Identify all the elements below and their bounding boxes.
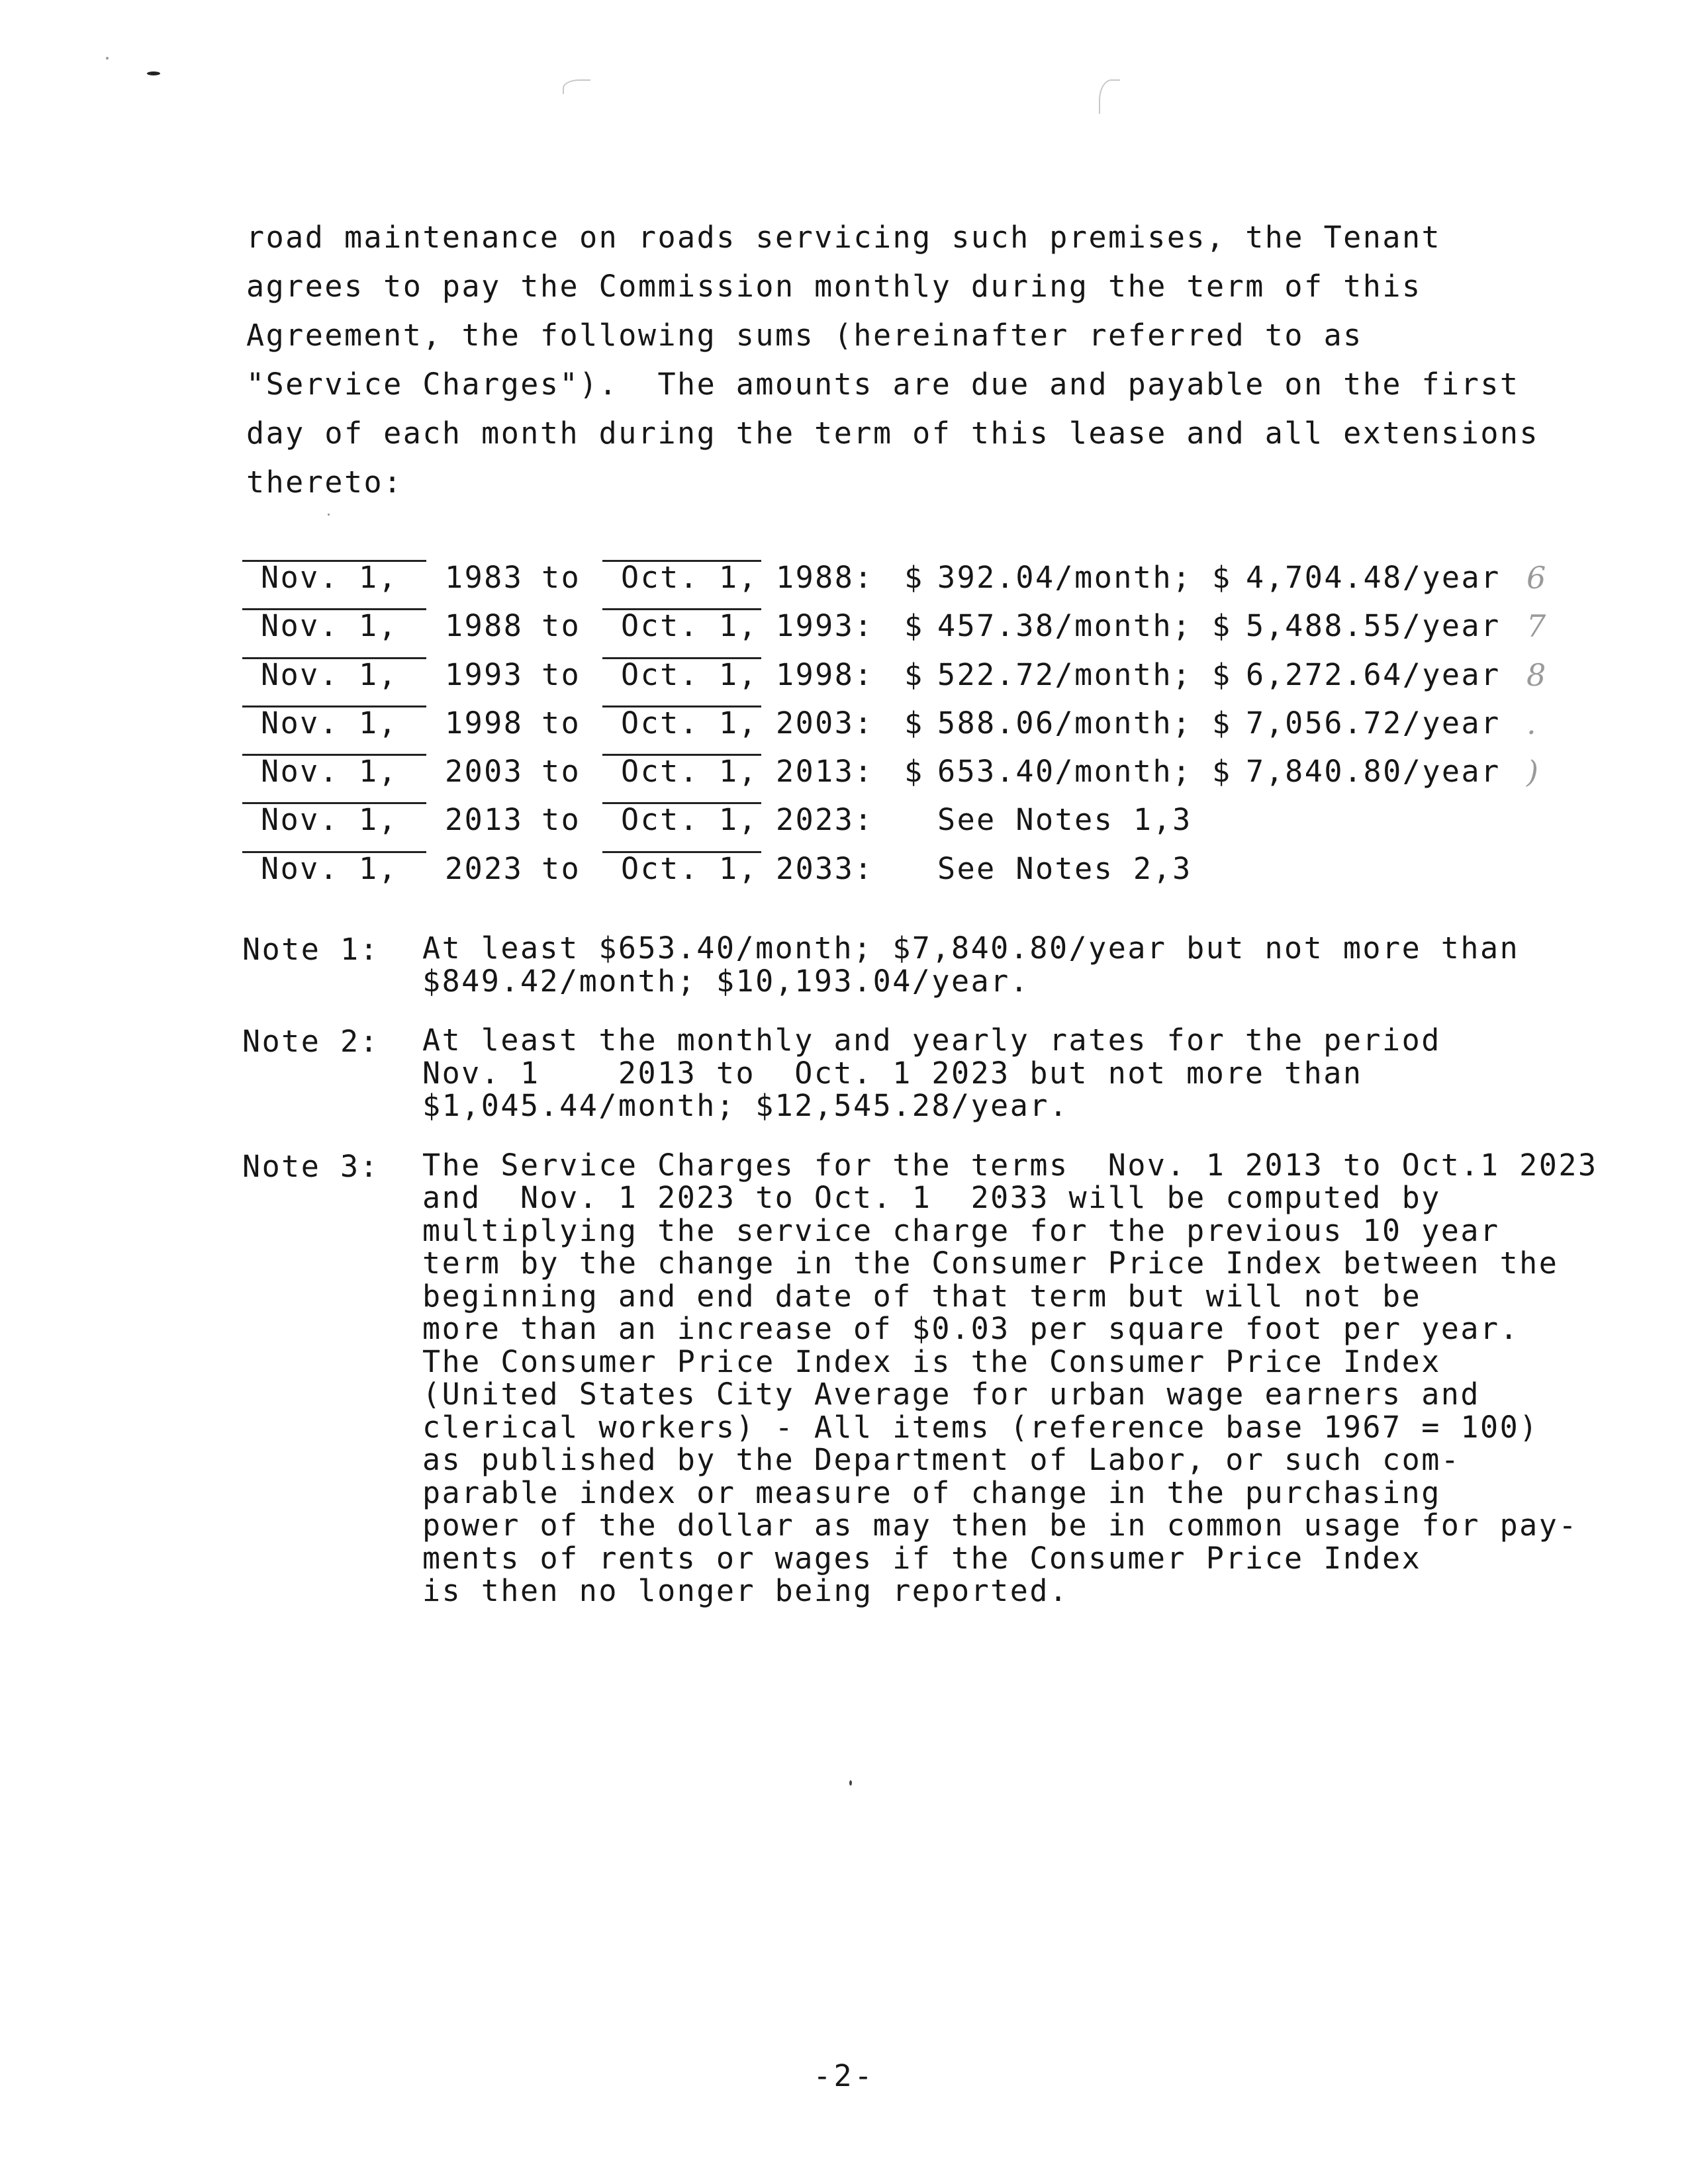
dollar-sign: $: [904, 705, 924, 741]
note-line: $849.42/month; $10,193.04/year.: [422, 963, 1030, 999]
scan-speck: [849, 1780, 852, 1786]
dollar-sign: $: [904, 608, 924, 644]
see-notes-reference: See Notes 2,3: [937, 850, 1192, 886]
yearly-amount: 6,272.64/year: [1246, 657, 1501, 692]
dollar-sign: $: [904, 657, 924, 692]
end-date: Oct. 1,: [621, 754, 759, 790]
handwritten-mark: 7: [1526, 608, 1548, 645]
end-date: Oct. 1,: [621, 802, 759, 838]
start-date: Nov. 1,: [261, 560, 399, 595]
paragraph-line: thereto:: [246, 465, 403, 500]
paragraph-line: road maintenance on roads servicing such premises, the Tenant: [246, 220, 1442, 255]
note-line: more than an increase of $0.03 per square foot per year.: [422, 1311, 1520, 1346]
note-line: is then no longer being reported.: [422, 1573, 1069, 1608]
end-year: 2023:: [776, 802, 874, 838]
yearly-amount: 5,488.55/year: [1246, 608, 1501, 644]
note-body: [422, 1024, 1632, 1122]
note-line: At least $653.40/month; $7,840.80/year but not more than: [422, 931, 1520, 966]
dollar-sign: $: [904, 560, 924, 595]
see-notes-reference: See Notes 1,3: [937, 802, 1192, 838]
to-word: to: [541, 608, 581, 644]
schedule-row: [242, 705, 1566, 754]
note-body: [422, 932, 1632, 997]
note-body: [422, 1149, 1632, 1608]
note-line: multiplying the service charge for the previous 10 year: [422, 1212, 1500, 1248]
note-line: (United States City Average for urban wage earners and: [422, 1377, 1480, 1412]
end-year: 2033:: [776, 850, 874, 886]
start-year: 1983: [445, 560, 524, 595]
dollar-sign: $: [1212, 705, 1232, 741]
handwritten-mark: .: [1526, 705, 1538, 741]
note-line: clerical workers) - All items (reference base 1967 = 100): [422, 1409, 1539, 1445]
note-line: Nov. 1 2013 to Oct. 1 2023 but not more than: [422, 1055, 1363, 1091]
paragraph-line: Agreement, the following sums (hereinafter referred to as: [246, 318, 1363, 353]
handwritten-mark: 8: [1526, 657, 1548, 693]
note-1: [242, 932, 1632, 997]
service-charge-schedule: [242, 560, 1566, 899]
start-year: 2023: [445, 850, 524, 886]
monthly-amount: 522.72/month;: [937, 657, 1192, 692]
note-line: ments of rents or wages if the Consumer Price Index: [422, 1540, 1422, 1576]
page-number: -2-: [813, 2058, 875, 2093]
to-word: to: [541, 802, 581, 838]
note-label: Note 1:: [242, 932, 380, 967]
dollar-sign: $: [1212, 560, 1232, 595]
end-year: 2003:: [776, 705, 874, 741]
yearly-amount: 7,840.80/year: [1246, 754, 1501, 790]
monthly-amount: 457.38/month;: [937, 608, 1192, 644]
start-year: 1993: [445, 657, 524, 692]
schedule-row: [242, 754, 1566, 802]
end-year: 1993:: [776, 608, 874, 644]
start-date: Nov. 1,: [261, 754, 399, 790]
to-word: to: [541, 705, 581, 741]
dollar-sign: $: [1212, 754, 1232, 790]
note-line: and Nov. 1 2023 to Oct. 1 2033 will be computed by: [422, 1180, 1441, 1215]
dollar-sign: $: [904, 754, 924, 790]
paragraph-line: "Service Charges"). The amounts are due and payable on the first: [246, 367, 1520, 402]
schedule-row: [242, 608, 1566, 657]
note-line: term by the change in the Consumer Price Index between the: [422, 1246, 1559, 1281]
start-date: Nov. 1,: [261, 802, 399, 838]
monthly-amount: 588.06/month;: [937, 705, 1192, 741]
note-label: Note 2:: [242, 1024, 380, 1059]
note-line: $1,045.44/month; $12,545.28/year.: [422, 1088, 1069, 1123]
end-year: 1988:: [776, 560, 874, 595]
end-date: Oct. 1,: [621, 657, 759, 692]
start-year: 1998: [445, 705, 524, 741]
start-date: Nov. 1,: [261, 657, 399, 692]
end-date: Oct. 1,: [621, 850, 759, 886]
end-year: 1998:: [776, 657, 874, 692]
faint-mark: [1099, 79, 1120, 114]
faint-mark: [563, 79, 590, 94]
scan-speck: [106, 57, 109, 60]
yearly-amount: 4,704.48/year: [1246, 560, 1501, 595]
dollar-sign: $: [1212, 657, 1232, 692]
monthly-amount: 653.40/month;: [937, 754, 1192, 790]
note-3: [242, 1149, 1632, 1608]
note-line: beginning and end date of that term but will not be: [422, 1278, 1422, 1314]
to-word: to: [541, 560, 581, 595]
note-line: The Service Charges for the terms Nov. 1 2013 to Oct.1 2023: [422, 1147, 1598, 1183]
note-label: Note 3:: [242, 1148, 380, 1184]
note-line: At least the monthly and yearly rates for the period: [422, 1023, 1441, 1058]
schedule-row: [242, 802, 1566, 850]
scan-speck: [328, 514, 330, 516]
note-line: parable index or measure of change in the purchasing: [422, 1475, 1441, 1510]
start-date: Nov. 1,: [261, 705, 399, 741]
schedule-row: [242, 560, 1566, 608]
intro-paragraph: [246, 213, 1570, 507]
to-word: to: [541, 850, 581, 886]
start-date: Nov. 1,: [261, 850, 399, 886]
monthly-amount: 392.04/month;: [937, 560, 1192, 595]
start-year: 2013: [445, 802, 524, 838]
notes-section: [242, 932, 1632, 1634]
scan-speck: [147, 71, 160, 75]
yearly-amount: 7,056.72/year: [1246, 705, 1501, 741]
note-line: as published by the Department of Labor, or such com-: [422, 1442, 1461, 1477]
paragraph-line: day of each month during the term of this lease and all extensions: [246, 416, 1540, 451]
end-date: Oct. 1,: [621, 608, 759, 644]
start-year: 2003: [445, 754, 524, 790]
end-date: Oct. 1,: [621, 705, 759, 741]
paragraph-line: agrees to pay the Commission monthly during the term of this: [246, 269, 1422, 304]
schedule-row: [242, 851, 1566, 899]
schedule-row: [242, 657, 1566, 705]
start-date: Nov. 1,: [261, 608, 399, 644]
to-word: to: [541, 657, 581, 692]
end-year: 2013:: [776, 754, 874, 790]
note-line: power of the dollar as may then be in common usage for pay-: [422, 1508, 1578, 1543]
start-year: 1988: [445, 608, 524, 644]
to-word: to: [541, 754, 581, 790]
dollar-sign: $: [1212, 608, 1232, 644]
end-date: Oct. 1,: [621, 560, 759, 595]
note-line: The Consumer Price Index is the Consumer Price Index: [422, 1343, 1441, 1379]
note-2: [242, 1024, 1632, 1122]
handwritten-mark: ): [1526, 754, 1540, 790]
handwritten-mark: 6: [1526, 560, 1548, 596]
